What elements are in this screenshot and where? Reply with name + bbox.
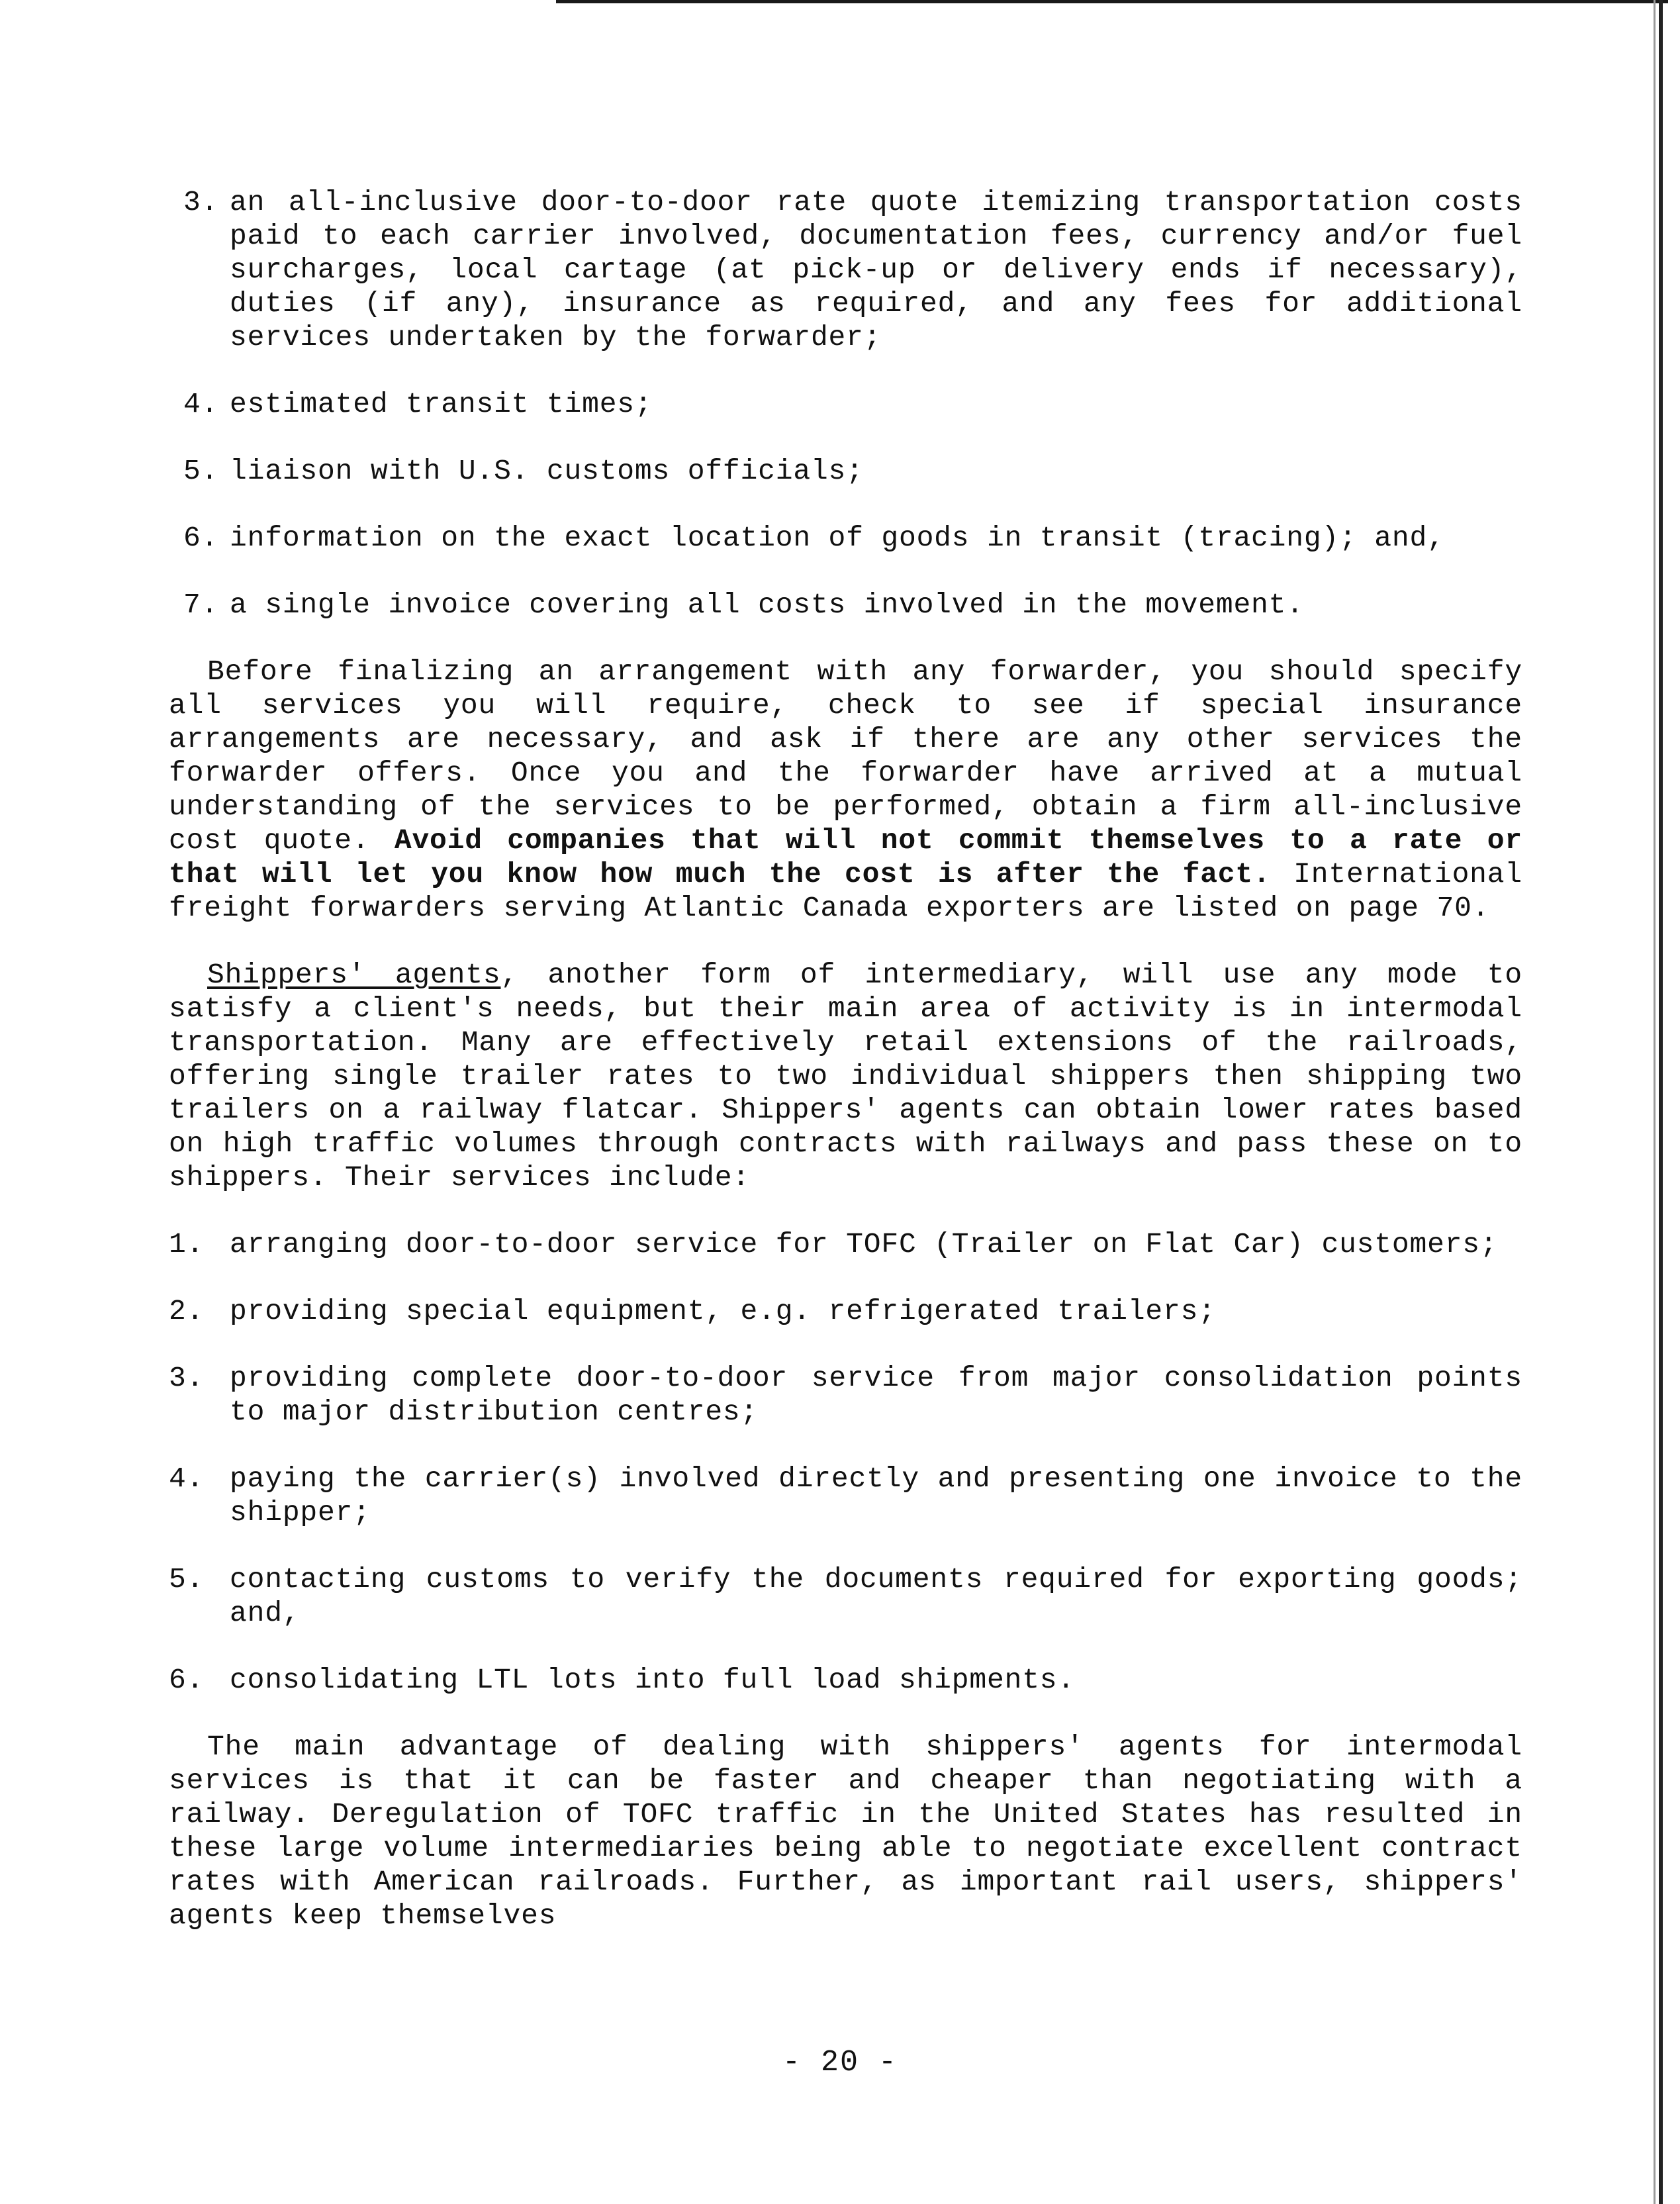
- page-number: - 20 -: [782, 2046, 898, 2080]
- bold-warning-text: Avoid companies that will not commit themselves to a rate or that will let you know how much the cost is after the fact.: [169, 824, 1522, 890]
- list-item: [169, 1562, 1522, 1630]
- list-item-text: an all-inclusive door-to-door rate quote itemizing transportation costs paid to each carrier involved, documentation fees, currency and/or fuel surcharges, local cartage (at pick-up or delivery ends if necessary), duties (if any), insurance as required, and any fees for additional services undertaken by the forwarder;: [230, 186, 1522, 354]
- list-item: [169, 1294, 1522, 1328]
- paragraph-text: International freight forwarders serving Atlantic Canada exporters are listed on page 70.: [169, 858, 1522, 924]
- paragraph-text: , another form of intermediary, will use any mode to satisfy a client's needs, but their main area of activity is in intermodal transportation. Many are effectively retail extensions of the railroads, offering single trailer rates to two individual shippers then shipping two trailers on a railway flatcar. Shippers' agents can obtain lower rates based on high traffic volumes through contracts with railways and pass these on to shippers. Their services include:: [169, 959, 1523, 1194]
- list-item-text: providing complete door-to-door service from major consolidation points to major distribution centres;: [230, 1362, 1522, 1428]
- list-item-text: liaison with U.S. customs officials;: [230, 455, 864, 487]
- list-item: [169, 521, 1522, 555]
- paragraph-text: Before finalizing an arrangement with any forwarder, you should specify all services you will require, check to see if special insurance arrangements are necessary, and ask if there are any other services the forwarder offers. Once you and the forwarder have arrived at a mutual understanding of the services to be performed, obtain a firm all-inclusive cost quote.: [169, 655, 1522, 857]
- list-item-number: 7.: [183, 589, 219, 621]
- list-item: [169, 1462, 1522, 1529]
- list-item-text: information on the exact location of goods in transit (tracing); and,: [230, 522, 1445, 554]
- shippers-agents-paragraph: [169, 958, 1522, 1194]
- list-item-text: estimated transit times;: [230, 388, 653, 420]
- list-item-number: 3.: [169, 1362, 205, 1394]
- right-scan-shadow: [1654, 0, 1656, 2204]
- list-item-text: consolidating LTL lots into full load shipments.: [230, 1664, 1076, 1696]
- page-content: [169, 185, 1522, 1966]
- shippers-agents-services-list: [169, 1227, 1522, 1697]
- list-item-number: 4.: [183, 388, 219, 420]
- underlined-term: Shippers' agents: [207, 959, 501, 991]
- list-item-number: 5.: [183, 455, 219, 487]
- list-item-text: a single invoice covering all costs involved in the movement.: [230, 589, 1304, 621]
- list-item: [169, 185, 1522, 354]
- forwarder-services-list: [169, 185, 1522, 622]
- intermodal-advantage-paragraph: [169, 1730, 1522, 1933]
- list-item-number: 2.: [169, 1295, 205, 1327]
- list-item-number: 1.: [169, 1228, 205, 1261]
- list-item-number: 6.: [169, 1664, 205, 1696]
- list-item: [169, 387, 1522, 421]
- list-item-text: paying the carrier(s) involved directly and presenting one invoice to the shipper;: [230, 1462, 1522, 1529]
- list-item-number: 3.: [183, 186, 219, 218]
- list-item-number: 6.: [183, 522, 219, 554]
- top-scan-edge: [556, 0, 1668, 3]
- list-item-number: 4.: [169, 1462, 205, 1495]
- list-item: [169, 588, 1522, 622]
- right-scan-edge: [1659, 0, 1663, 2204]
- list-item: [169, 1361, 1522, 1429]
- list-item-number: 5.: [169, 1563, 205, 1596]
- list-item-text: providing special equipment, e.g. refrigerated trailers;: [230, 1295, 1216, 1327]
- paragraph-text: The main advantage of dealing with shippers' agents for intermodal services is that it can be faster and cheaper than negotiating with a railway. Deregulation of TOFC traffic in the United States has resulted in these large volume intermediaries being able to negotiate excellent contract rates with American railroads. Further, as important rail users, shippers' agents keep themselves: [169, 1731, 1522, 1932]
- list-item-text: arranging door-to-door service for TOFC (Trailer on Flat Car) customers;: [230, 1228, 1498, 1261]
- forwarder-advice-paragraph: [169, 655, 1522, 925]
- list-item-text: contacting customs to verify the documents required for exporting goods; and,: [230, 1563, 1522, 1629]
- list-item: [169, 1663, 1522, 1697]
- list-item: [169, 1227, 1522, 1261]
- list-item: [169, 454, 1522, 488]
